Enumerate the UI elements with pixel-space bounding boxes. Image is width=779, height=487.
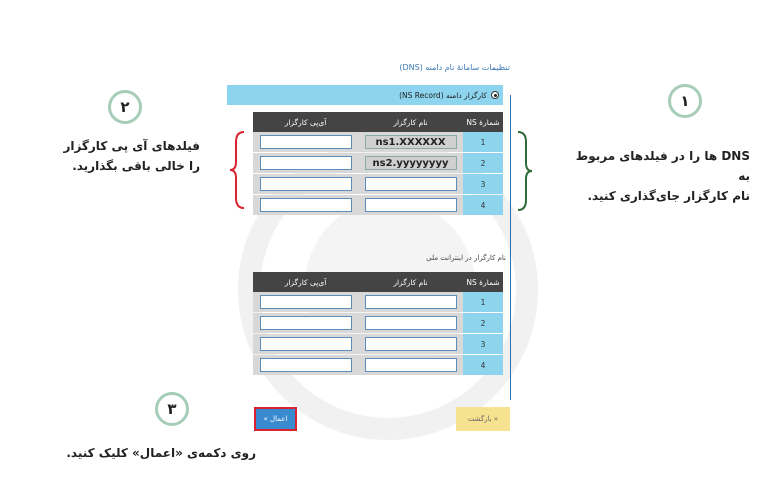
national-ip-input-4[interactable] [260,358,352,372]
national-ns-table [253,272,503,375]
table-row [253,355,503,375]
national-ip-input-2[interactable] [260,316,352,330]
page-title: تنظیمات سامانهٔ نام دامنه (DNS) [399,63,510,72]
table-row [253,334,503,354]
national-ip-input-1[interactable] [260,295,352,309]
ns-table [253,112,503,215]
row-number: 2 [463,313,503,333]
step-3-badge: ۳ [155,392,189,426]
ns-table-header [253,112,503,132]
row-number: 1 [463,292,503,312]
green-brace-icon [514,130,534,212]
server-ip-input-4[interactable] [260,198,352,212]
server-name-input-1[interactable]: ns1.XXXXXX [365,135,457,149]
national-name-input-4[interactable] [365,358,457,372]
ns-record-label: کارگزار دامنه (NS Record) [399,90,487,100]
national-name-input-2[interactable] [365,316,457,330]
header-server-ip: آی‌پی کارگزار [284,277,327,287]
apply-button[interactable]: اعمال » [254,407,297,431]
red-brace-icon [228,130,248,210]
server-name-input-4[interactable] [365,198,457,212]
server-name-input-2[interactable]: ns2.yyyyyyyy [365,156,457,170]
server-ip-input-1[interactable] [260,135,352,149]
step-2-instructions [40,136,200,176]
server-ip-input-2[interactable] [260,156,352,170]
radio-icon[interactable] [491,91,499,99]
header-server-ip: آی‌پی کارگزار [284,117,327,127]
row-number: 3 [463,334,503,354]
server-name-input-3[interactable] [365,177,457,191]
row-number: 4 [463,195,503,215]
national-name-input-3[interactable] [365,337,457,351]
header-server-name: نام کارگزار [393,117,428,127]
table-row [253,292,503,312]
step-1-instructions [560,146,750,206]
step-3-instructions: روی دکمه‌ی «اعمال» کلیک کنید. [66,446,256,460]
national-table-header [253,272,503,292]
row-number: 3 [463,174,503,194]
table-row [253,313,503,333]
row-number: 4 [463,355,503,375]
national-ip-input-3[interactable] [260,337,352,351]
step-1-badge: ۱ [668,84,702,118]
table-row [253,174,503,194]
step-1-line-2: نام کارگزار جای‌گذاری کنید. [587,189,750,203]
panel-border [510,95,511,400]
row-number: 1 [463,132,503,152]
back-button[interactable]: « بازگشت [456,407,510,431]
section-title-national: نام کارگزار در اینترانت ملی [426,254,506,262]
step-1-line-1: DNS ها را در فیلدهای مربوط به [575,149,750,183]
step-2-badge: ۲ [108,90,142,124]
step-2-line-1: فیلدهای آی پی کارگزار [63,139,200,153]
step-2-line-2: را خالی باقی بگذارید. [72,159,200,173]
table-row [253,132,503,152]
header-ns-number: شمارهٔ NS [466,117,500,127]
header-ns-number: شمارهٔ NS [466,277,500,287]
server-ip-input-3[interactable] [260,177,352,191]
header-server-name: نام کارگزار [393,277,428,287]
table-row [253,153,503,173]
row-number: 2 [463,153,503,173]
national-name-input-1[interactable] [365,295,457,309]
table-row [253,195,503,215]
ns-record-option[interactable] [227,85,503,105]
